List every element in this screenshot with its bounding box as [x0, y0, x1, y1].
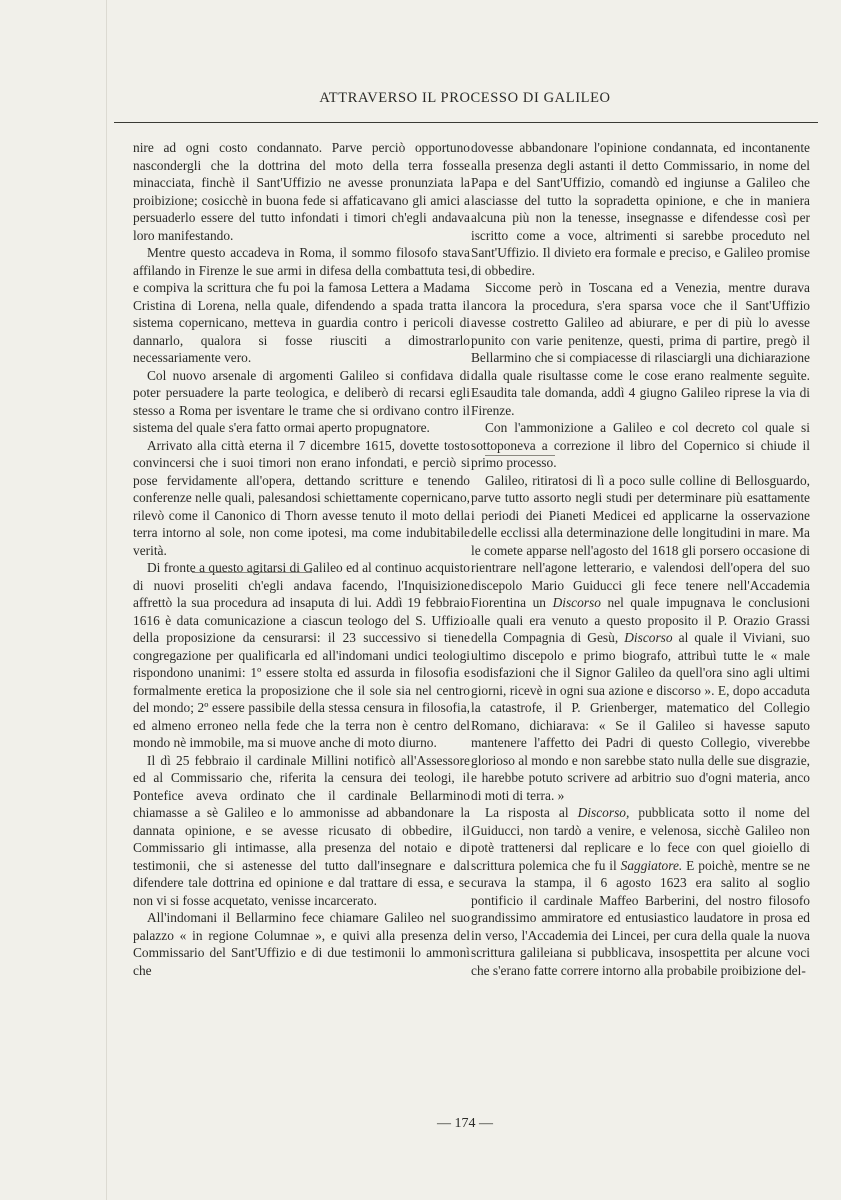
right-paragraph-4-text-c: al quale il Viviani, suo ultimo discepolo e primo biografo, attribuì tutte le « male sodisfazioni che il Signor Galileo da quell'ora sino agli ultimi giorni, ricevè in ogni sua azione e discorso ». E, dopo accaduta la catastrofe, il P. Grienberger, matematico del Collegio Romano, dichiarava: « Se il Galileo si havesse saputo mantenere l'affetto dei Padri di questo Collegio, viverebbe glorioso al mondo e non sarebbe stato nulla delle sue disgrazie, e harebbe potuto scrivere ad arbitrio suo d'ogni materia, anco di moti di terra. »: [471, 630, 810, 803]
separator-rule-right: [485, 455, 555, 456]
right-paragraph-4-text-a: Galileo, ritiratosi di lì a poco sulle colline di Bellosguardo, parve tutto assorto negli studi per determinare più esattamente i periodi dei Pianeti Medicei ed applicarne la osservazione delle ecclissi alla determinazione delle longitudini in mare. Ma le comete apparse nell'agosto del 1618 gli porsero occasione di rientrare nell'agone letterario, e valendosi dell'opera del suo discepolo Mario Guiducci gli fece tenere nell'Accademia Fiorentina un: [471, 472, 810, 610]
italic-title-discorso-3: Discorso,: [577, 805, 630, 820]
running-header-title: ATTRAVERSO IL PROCESSO DI GALILEO: [319, 90, 611, 106]
right-paragraph-4-text-b: nel quale impugnava le conclusioni alle quali era venuto a questo proposito il P. Orazio Grassi della Compagnia di Gesù,: [471, 595, 810, 645]
right-paragraph-2: Siccome però in Toscana ed a Venezia, mentre durava ancora la procedura, s'era sparsa voce che il Sant'Uffizio avesse costretto Galileo ad abiurare, e per di più lo avesse punito con varie penitenze, questi, prima di partire, pregò il Bellarmino che si compiacesse di rilasciargli una dichiarazione dalla quale risultasse come le cose erano realmente seguìte. Esaudita tale domanda, addì 4 giugno Galileo riprese la via di Firenze.: [471, 280, 810, 418]
italic-title-discorso-2: Discorso: [624, 630, 673, 645]
left-paragraph-1: nire ad ogni costo condannato. Parve perciò opportuno nascondergli che la dottrina del moto della terra fosse minacciata, finchè il Sant'Uffizio ne avesse pronunziata la proibizione; cosicchè in buona fede si affaticavano gli amici a persuaderlo essere del tutto infondati i timori ch'egli andava loro manifestando.: [133, 140, 470, 243]
right-paragraph-5-text-c: E poichè, mentre se ne curava la stampa, il 6 agosto 1623 era salito al soglio pontificio il cardinale Maffeo Barberini, del nostro filosofo grandissimo ammiratore ed entusiastico laudatore in prosa ed in verso, l'Accademia dei Lincei, per cura della quale la nuova scrittura galileiana si pubblicava, insospettita per alcune voci che s'erano fatte correre intorno alla probabile proibizione del-: [471, 857, 810, 978]
running-header: [106, 84, 824, 124]
left-paragraph-4: Arrivato alla città eterna il 7 dicembre 1615, dovette tosto convincersi che i suoi timori non erano infondati, e perciò si pose fervidamente all'opera, dettando scritture e tenendo conferenze nelle quali, palesandosi schiettamente copernicano, rilevò come il Canonico di Thorn avesse tenuto il moto della terra intorno al sole, non come ipotesi, ma come indubitabile verità.: [133, 437, 470, 558]
right-paragraph-5-text-a: La risposta al: [485, 805, 569, 820]
page-edge: [106, 0, 107, 1200]
right-paragraph-3: Con l'ammonizione a Galileo e col decreto col quale si sottoponeva a correzione il libro del Copernico si chiude il primo processo.: [471, 420, 810, 470]
left-paragraph-2: Mentre questo accadeva in Roma, il sommo filosofo stava affilando in Firenze le sue armi in difesa della combattuta tesi, e compiva la scrittura che fu poi la famosa Lettera a Madama Cristina di Lorena, nella quale, difendendo a spada tratta il sistema copernicano, metteva in guardia contro i pericoli di dannarlo, qualora si fosse riusciti a dimostrarlo necessariamente vero.: [133, 245, 470, 365]
italic-title-discorso: Discorso: [552, 595, 601, 610]
left-paragraph-7: All'indomani il Bellarmino fece chiamare Galileo nel suo palazzo « in regione Columnae », e quivi alla presenza del Commissario del Sant'Uffizio e di due testimonii lo ammonì che: [133, 910, 470, 978]
separator-rule-left: [192, 572, 312, 573]
left-paragraph-3: Col nuovo arsenale di argomenti Galileo si confidava di poter persuadere la parte teologica, e deliberò di recarsi egli stesso a Roma per isventare le trame che si ordivano contro il sistema del quale s'era fatto ormai aperto propugnatore.: [133, 367, 470, 435]
right-paragraph-5: [471, 804, 810, 979]
italic-title-saggiatore: Saggiatore.: [620, 857, 683, 873]
header-rule: [114, 122, 818, 123]
right-paragraph-5-text-b: pubblicata sotto il nome del Guiducci, non tardò a venire, e velenosa, sicchè Galileo non potè trattenersi dal replicare e lo fece con quel gioiello di scrittura polemica che fu il: [471, 805, 810, 873]
left-column: [133, 139, 470, 979]
right-paragraph-4: [471, 472, 810, 805]
left-paragraph-6: Il dì 25 febbraio il cardinale Millini notificò all'Assessore ed al Commissario che, riferita la censura dei teologi, il Pontefice aveva ordinato che il cardinale Bellarmino chiamasse a sè Galileo e lo ammonisse ad abbandonare la dannata opinione, e se avesse ricusato di obbedire, il Commissario gli intimasse, alla presenza del notaio e di testimonii, che si astenesse del tutto dall'insegnare e dal difendere tale dottrina ed opinione e dal trattare di essa, e se non vi si fosse acquetato, venisse incarcerato.: [133, 752, 470, 908]
right-column: [471, 139, 810, 979]
right-paragraph-1: dovesse abbandonare l'opinione condannata, ed incontanente alla presenza degli astanti il detto Commissario, in nome del Papa e del Sant'Uffizio, comandò ed ingiunse a Galileo che lasciasse del tutto la sopradetta opinione, e che in maniera alcuna più non la tenesse, insegnasse e difendesse così per iscritto come a voce, altrimenti si sarebbe proceduto nel Sant'Uffizio. Il divieto era formale e preciso, e Galileo promise di obbedire.: [471, 140, 810, 278]
page-number: — 174 —: [437, 1116, 493, 1131]
left-paragraph-5: Di fronte a questo agitarsi di Galileo ed al continuo acquisto di nuovi proseliti ch'egli andava facendo, l'Inquisizione affrettò la sua procedura ad insaputa di lui. Addì 19 febbraio 1616 è data comunicazione a ciascun teologo del S. Uffizio della proposizione da censurarsi: il 23 successivo si tiene congregazione per qualificarla ed all'indomani undici teologi rispondono unanimi: 1º essere stolta ed assurda in filosofia e formalmente eretica la proposizione che il sole sia nel centro del mondo; 2º essere passibile della stessa censura in filosofia, ed almeno erroneo nella fede che la terra non è centro del mondo nè immobile, ma si muove anche di moto diurno.: [133, 560, 470, 750]
